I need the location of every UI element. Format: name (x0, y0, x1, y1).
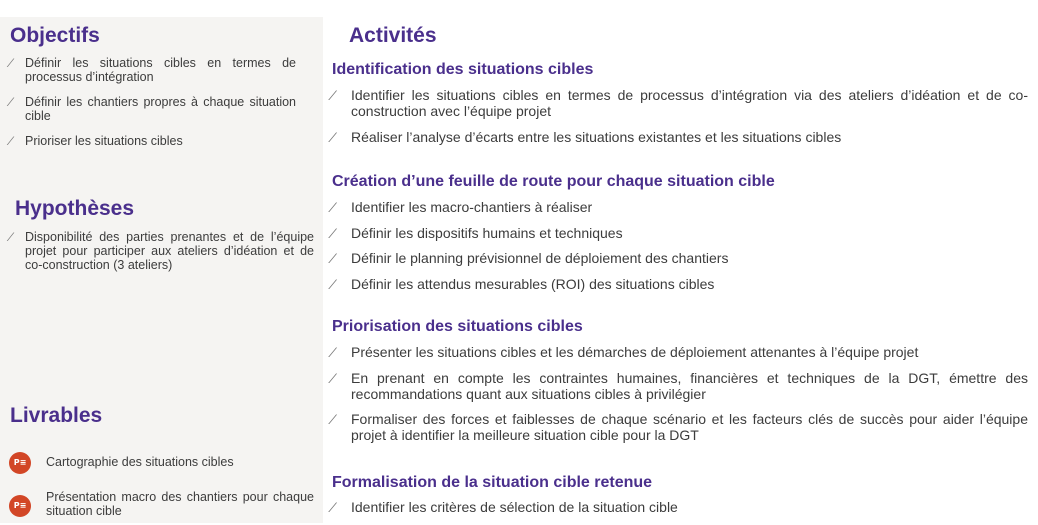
activity-list (332, 199, 1028, 301)
objectifs-title: Objectifs (10, 24, 100, 47)
powerpoint-icon: P≡ (9, 495, 31, 517)
hypotheses-list (10, 230, 314, 283)
list-item: ⁄ Définir les attendus mesurables (ROI) des situations cibles (332, 275, 715, 292)
list-item: ⁄ Identifier les situations cibles en termes de processus d’intégration via des ateliers d’idéation et de co-construction avec l’équipe projet (332, 87, 1028, 119)
list-item: ⁄ Réaliser l’analyse d’écarts entre les situations existantes et les situations cibles (332, 128, 842, 145)
deliverable-item: P≡ Cartographie des situations cibles (9, 452, 319, 476)
hypotheses-title: Hypothèses (15, 197, 135, 220)
activity-list (332, 344, 1028, 453)
section-heading: Identification des situations cibles (332, 61, 594, 78)
slash-bullet-icon: ⁄ (10, 134, 13, 148)
list-item: ⁄ Définir le planning prévisionnel de déploiement des chantiers (332, 250, 729, 266)
activity-list (332, 499, 1028, 525)
slash-bullet-icon: ⁄ (332, 87, 335, 103)
powerpoint-icon: P≡ (9, 452, 31, 474)
slash-bullet-icon: ⁄ (332, 344, 335, 360)
list-item: ⁄ Prioriser les situations cibles (10, 134, 183, 148)
slash-bullet-icon: ⁄ (332, 499, 335, 515)
slash-bullet-icon: ⁄ (332, 250, 335, 266)
livrables-title: Livrables (10, 404, 103, 427)
list-item: ⁄ Présenter les situations cibles et les démarches de déploiement attenantes à l’équipe projet (332, 344, 919, 360)
slash-bullet-icon: ⁄ (332, 275, 335, 292)
slash-bullet-icon: ⁄ (10, 56, 13, 70)
list-item: ⁄ Identifier les critères de sélection de la situation cible (332, 499, 678, 515)
list-item: ⁄ Définir les chantiers propres à chaque situation cible (10, 95, 296, 123)
slash-bullet-icon: ⁄ (332, 224, 335, 241)
list-item: ⁄ Définir les situations cibles en termes de processus d’intégration (10, 56, 296, 84)
slash-bullet-icon: ⁄ (10, 230, 13, 244)
section-heading: Formalisation de la situation cible retenue (332, 474, 653, 491)
activites-title: Activités (349, 24, 437, 47)
list-item: ⁄ Identifier les macro-chantiers à réaliser (332, 199, 593, 215)
list-item: ⁄ En prenant en compte les contraintes humaines, financières et techniques de la DGT, émettre des recommandations quant aux situations cibles à privilégier (332, 369, 1028, 402)
deliverable-item: P≡ Présentation macro des chantiers pour chaque situation cible (9, 490, 319, 522)
list-item: ⁄ Définir les dispositifs humains et techniques (332, 224, 623, 241)
slash-bullet-icon: ⁄ (332, 128, 335, 145)
slash-bullet-icon: ⁄ (332, 369, 335, 386)
objectifs-list (10, 56, 296, 159)
list-item: ⁄ Formaliser des forces et faiblesses de chaque scénario et les facteurs clés de succès pour aider l’équipe projet à identifier la meilleure situation cible pour la DGT (332, 411, 1028, 443)
section-heading: Création d’une feuille de route pour chaque situation cible (332, 173, 775, 190)
section-heading: Priorisation des situations cibles (332, 318, 583, 335)
slash-bullet-icon: ⁄ (332, 199, 335, 215)
list-item: ⁄ Disponibilité des parties prenantes et de l’équipe projet pour participer aux ateliers d’idéation et de co-construction (3 ateliers) (10, 230, 314, 272)
slash-bullet-icon: ⁄ (332, 411, 335, 427)
slash-bullet-icon: ⁄ (10, 95, 13, 109)
activity-list (332, 87, 1028, 154)
